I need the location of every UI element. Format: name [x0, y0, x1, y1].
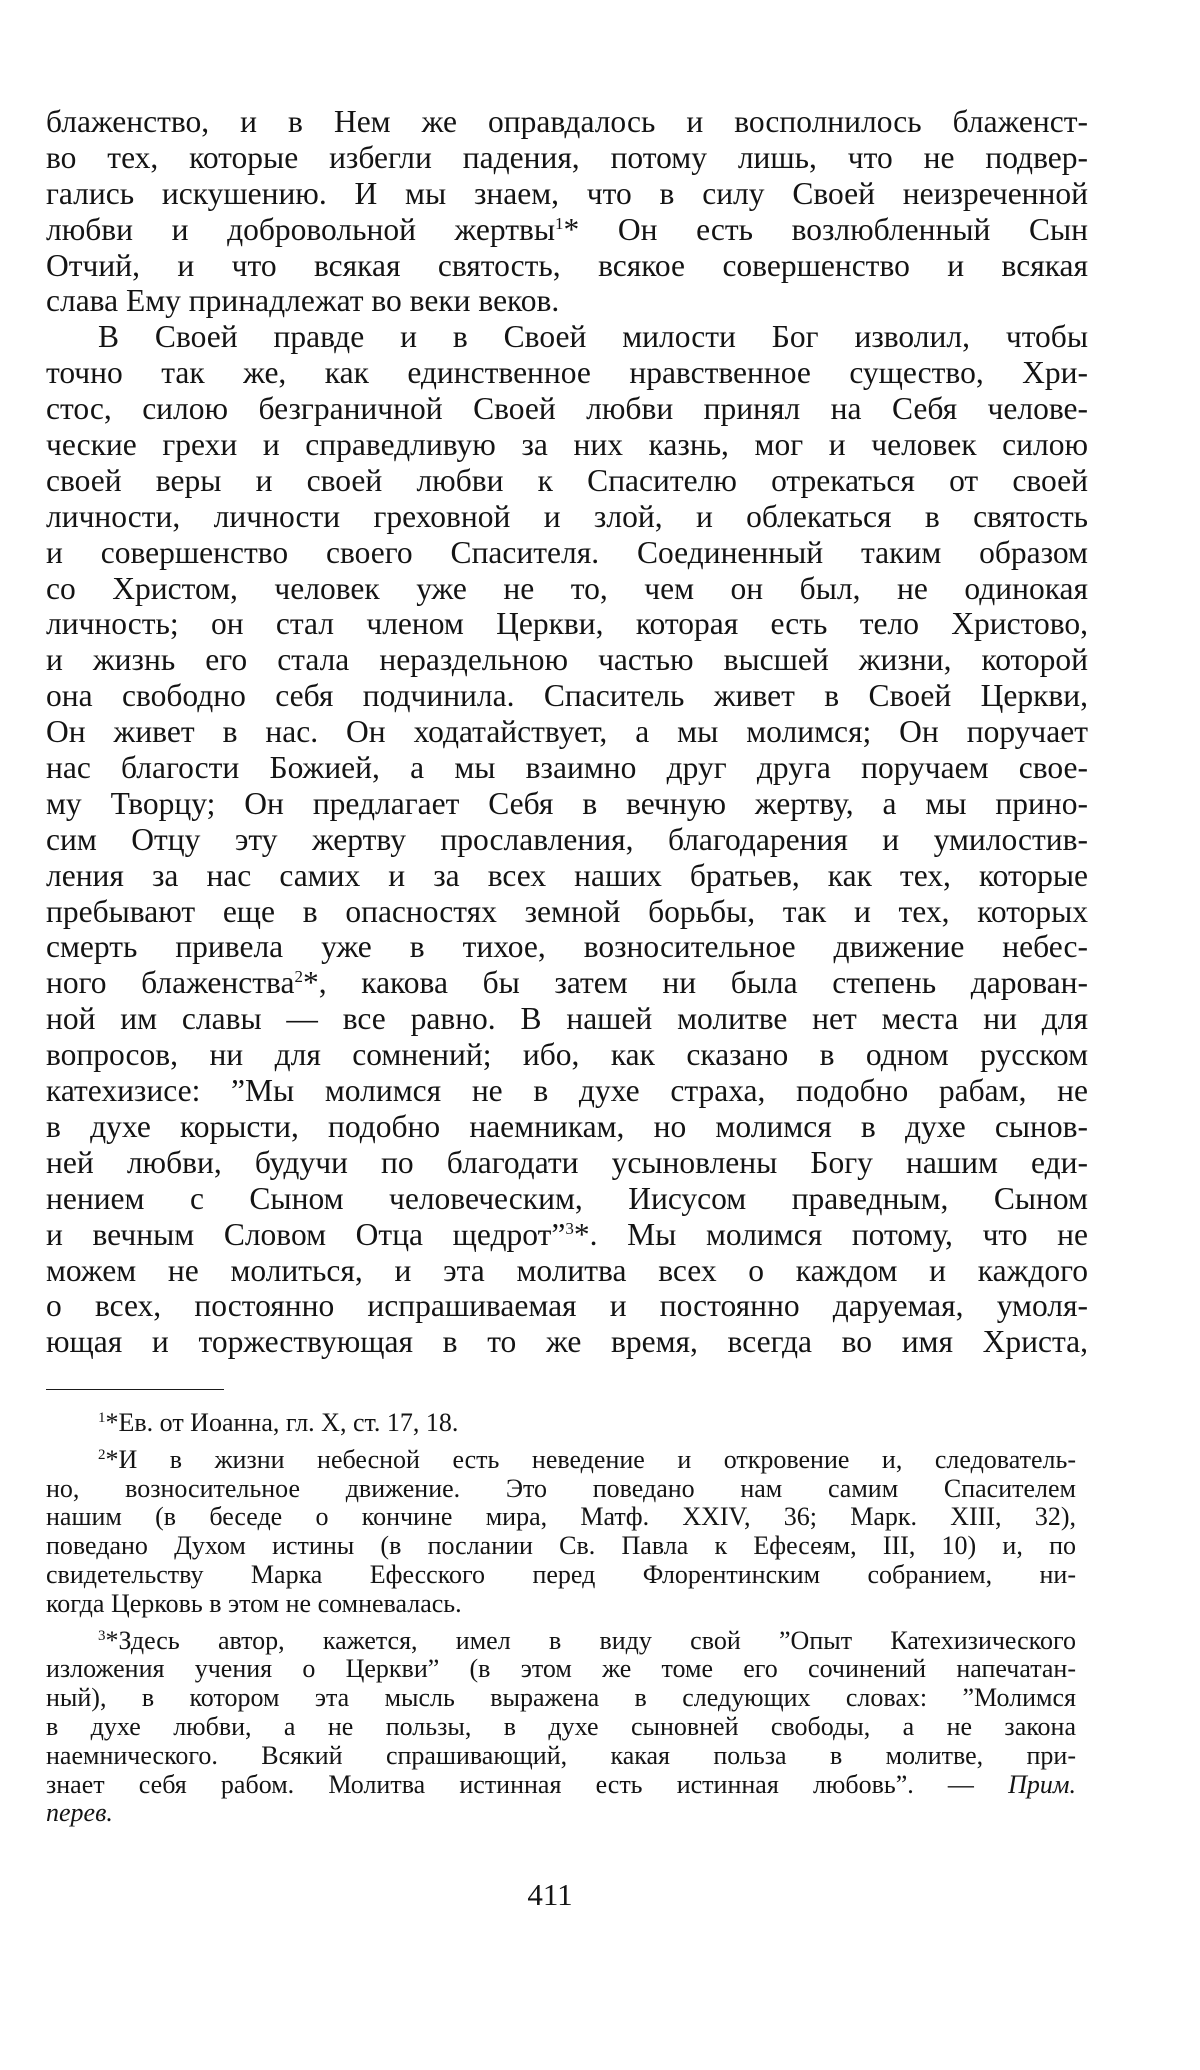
line-segment: и вечным Словом Отца щедрот”	[46, 1216, 566, 1252]
text-line: пребывают еще в опасностях земной борьбы, так и тех, которых	[46, 893, 1088, 929]
text-line: можем не молиться, и эта молитва всех о каждом и каждого	[46, 1252, 1088, 1288]
footnote-text: *Ев. от Иоанна, гл. X, ст. 17, 18.	[105, 1408, 459, 1437]
text-line: личности, личности греховной и злой, и облекаться в святость	[46, 498, 1088, 534]
text-line: стос, силою безграничной Своей любви принял на Себя челове-	[46, 391, 1088, 427]
text-line	[46, 212, 1088, 248]
text-line: вопросов, ни для сомнений; ибо, как сказано в одном русском	[46, 1037, 1088, 1073]
text-line	[46, 1217, 1088, 1253]
footnote-1	[46, 1409, 1076, 1438]
line-segment: *. Мы молимся потому, что не	[573, 1216, 1088, 1252]
text-line: му Творцу; Он предлагает Себя в вечную жертву, а мы прино-	[46, 785, 1088, 821]
line-segment: ного блаженства	[46, 965, 295, 1001]
footnote-line: поведано Духом истины (в послании Св. Павла к Ефесеям, III, 10) и, по	[46, 1531, 1076, 1561]
text-line: во тех, которые избегли падения, потому лишь, что не подвер-	[46, 139, 1088, 175]
footnote-line: свидетельству Марка Ефесского перед Флорентинским собранием, ни-	[46, 1559, 1076, 1589]
text-line: сим Отцу эту жертву прославления, благодарения и умилостив-	[46, 821, 1088, 857]
footnote-3	[46, 1627, 1076, 1656]
text-line: блаженство, и в Нем же оправдалось и восполнилось блаженст-	[46, 104, 1088, 139]
text-line: ления за нас самих и за всех наших братьев, как тех, которые	[46, 857, 1088, 893]
footnotes-block	[46, 1409, 1076, 1828]
paragraph-first-line: В Своей правде и в Своей милости Бог изволил, чтобы	[98, 319, 1088, 355]
footnote-line: в духе любви, а не пользы, в духе сыновней свободы, а не закона	[46, 1711, 1076, 1741]
footnote-ref-3[interactable]: 3	[565, 1218, 574, 1238]
footnote-ref-1[interactable]: 1	[555, 213, 564, 233]
text-line: ческие грехи и справедливую за них казнь, мог и человек силою	[46, 427, 1088, 463]
text-line: Отчий, и что всякая святость, всякое совершенство и всякая	[46, 247, 1088, 283]
footnote-text: знает себя рабом. Молитва истинная есть истинная любовь”. —	[46, 1769, 1009, 1799]
main-text-block	[46, 104, 1088, 1360]
line-segment: *, какова бы затем ни была степень дарован-	[302, 965, 1089, 1001]
text-line: о всех, постоянно испрашиваемая и постоянно даруемая, умоля-	[46, 1288, 1088, 1324]
text-line: гались искушению. И мы знаем, что в силу Своей неизреченной	[46, 175, 1088, 211]
footnote-line	[46, 1799, 1076, 1828]
text-line: своей веры и своей любви к Спасителю отрекаться от своей	[46, 462, 1088, 498]
footnote-line: наемнического. Всякий спрашивающий, какая польза в молитве, при-	[46, 1740, 1076, 1770]
text-line	[46, 965, 1088, 1001]
footnote-text: *Здесь автор, кажется, имел в виду свой ”Опыт Катехизического	[105, 1625, 1076, 1655]
footnote-line: нашим (в беседе о кончине мира, Матф. XXIV, 36; Марк. XIII, 32),	[46, 1502, 1076, 1532]
text-line: она свободно себя подчинила. Спаситель живет в Своей Церкви,	[46, 678, 1088, 714]
text-line: слава Ему принадлежат во веки веков.	[46, 283, 560, 319]
text-line: смерть привела уже в тихое, возносительное движение небес-	[46, 929, 1088, 965]
text-line: ной им славы — все равно. В нашей молитве нет места ни для	[46, 1001, 1088, 1037]
footnote-text: *И в жизни небесной есть неведение и откровение и, следователь-	[105, 1444, 1076, 1474]
footnote-2	[46, 1446, 1076, 1475]
text-line: и совершенство своего Спасителя. Соединенный таким образом	[46, 534, 1088, 570]
footnote-number: 1	[98, 1410, 106, 1426]
footnote-number: 3	[98, 1627, 106, 1644]
line-segment: * Он есть возлюбленный Сын	[563, 211, 1088, 247]
text-line: точно так же, как единственное нравственное существо, Хри-	[46, 355, 1088, 391]
footnote-line	[46, 1771, 1076, 1800]
page-number: 411	[527, 1877, 573, 1912]
footnote-divider	[46, 1389, 224, 1390]
text-line: в духе корысти, подобно наемникам, но молимся в духе сынов-	[46, 1108, 1088, 1144]
text-line: ней любви, будучи по благодати усыновлены Богу нашим еди-	[46, 1144, 1088, 1180]
footnote-ref-2[interactable]: 2	[294, 967, 303, 987]
text-line: и жизнь его стала нераздельною частью высшей жизни, которой	[46, 642, 1088, 678]
text-line: со Христом, человек уже не то, чем он был, не одинокая	[46, 570, 1088, 606]
text-line: нением с Сыном человеческим, Иисусом праведным, Сыном	[46, 1180, 1088, 1216]
text-line: Он живет в нас. Он ходатайствует, а мы молимся; Он поручает	[46, 714, 1088, 750]
text-line: личность; он стал членом Церкви, которая есть тело Христово,	[46, 606, 1088, 642]
text-line: нас благости Божией, а мы взаимно друг друга поручаем свое-	[46, 750, 1088, 786]
footnote-line: ный), в котором эта мысль выражена в следующих словах: ”Молимся	[46, 1683, 1076, 1713]
footnote-line: когда Церковь в этом не сомневалась.	[46, 1588, 462, 1618]
line-segment: любви и добровольной жертвы	[46, 211, 556, 247]
footnote-line: но, возносительное движение. Это поведано нам самим Спасителем	[46, 1473, 1076, 1503]
editor-note-label: перев.	[46, 1798, 113, 1828]
text-line: катехизисе: ”Мы молимся не в духе страха, подобно рабам, не	[46, 1073, 1088, 1109]
text-line: ющая и торжествующая в то же время, всегда во имя Христа,	[46, 1324, 1088, 1360]
footnote-line: изложения учения о Церкви” (в этом же томе его сочинений напечатан-	[46, 1654, 1076, 1684]
editor-note-label: Прим.	[1008, 1769, 1076, 1799]
footnote-number: 2	[98, 1446, 106, 1463]
